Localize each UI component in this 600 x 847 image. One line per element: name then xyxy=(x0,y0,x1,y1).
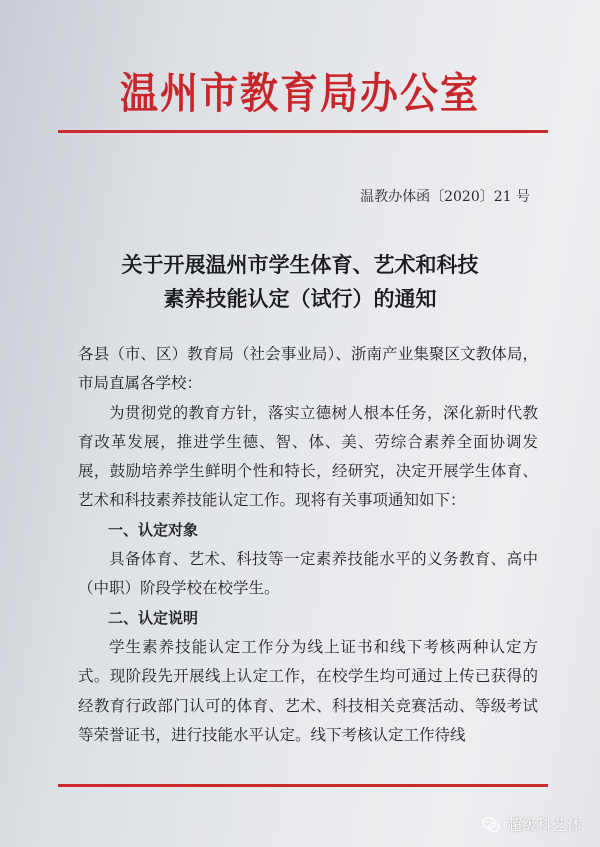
document-title-line-2: 素养技能认定（试行）的通知 xyxy=(163,287,437,311)
addressee: 各县（市、区）教育局（社会事业局）、浙南产业集聚区文教体局，市局直属各学校： xyxy=(78,345,538,393)
document-title-line-1: 关于开展温州市学生体育、艺术和科技 xyxy=(121,253,479,277)
header-red-rule xyxy=(58,130,548,133)
section-1-heading: 一、认定对象 xyxy=(108,520,199,539)
org-header-title: 温州市教育局办公室 xyxy=(119,67,480,119)
watermark xyxy=(481,814,582,835)
document-title xyxy=(0,248,600,316)
wechat-icon xyxy=(481,815,501,835)
section-2-heading: 二、认定说明 xyxy=(108,608,199,627)
intro-paragraph: 为贯彻党的教育方针，落实立德树人根本任务，深化新时代教育改革发展，推进学生德、智、体、美、劳综合素养全面协调发展，鼓励培养学生鲜明个性和特长，经研究，决定开展学生体育、艺术和科技素养技能认定工作。现将有关事项通知如下： xyxy=(78,403,538,510)
section-2-text: 学生素养技能认定工作分为线上证书和线下考核两种认定方式。现阶段先开展线上认定工作，在校学生均可通过上传已获得的经教育行政部门认可的体育、艺术、科技相关竞赛活动、等级考试等荣誉证书，进行技能水平认定。线下考核认定工作待线 xyxy=(78,637,538,744)
footer-red-rule xyxy=(58,784,548,787)
document-number: 温教办体函〔2020〕21 号 xyxy=(360,189,530,205)
watermark-text: 超级科艺体 xyxy=(506,816,582,834)
section-1-text: 具备体育、艺术、科技等一定素养技能水平的义务教育、高中（中职）阶段学校在校学生。 xyxy=(78,550,538,598)
document-body xyxy=(78,340,538,750)
